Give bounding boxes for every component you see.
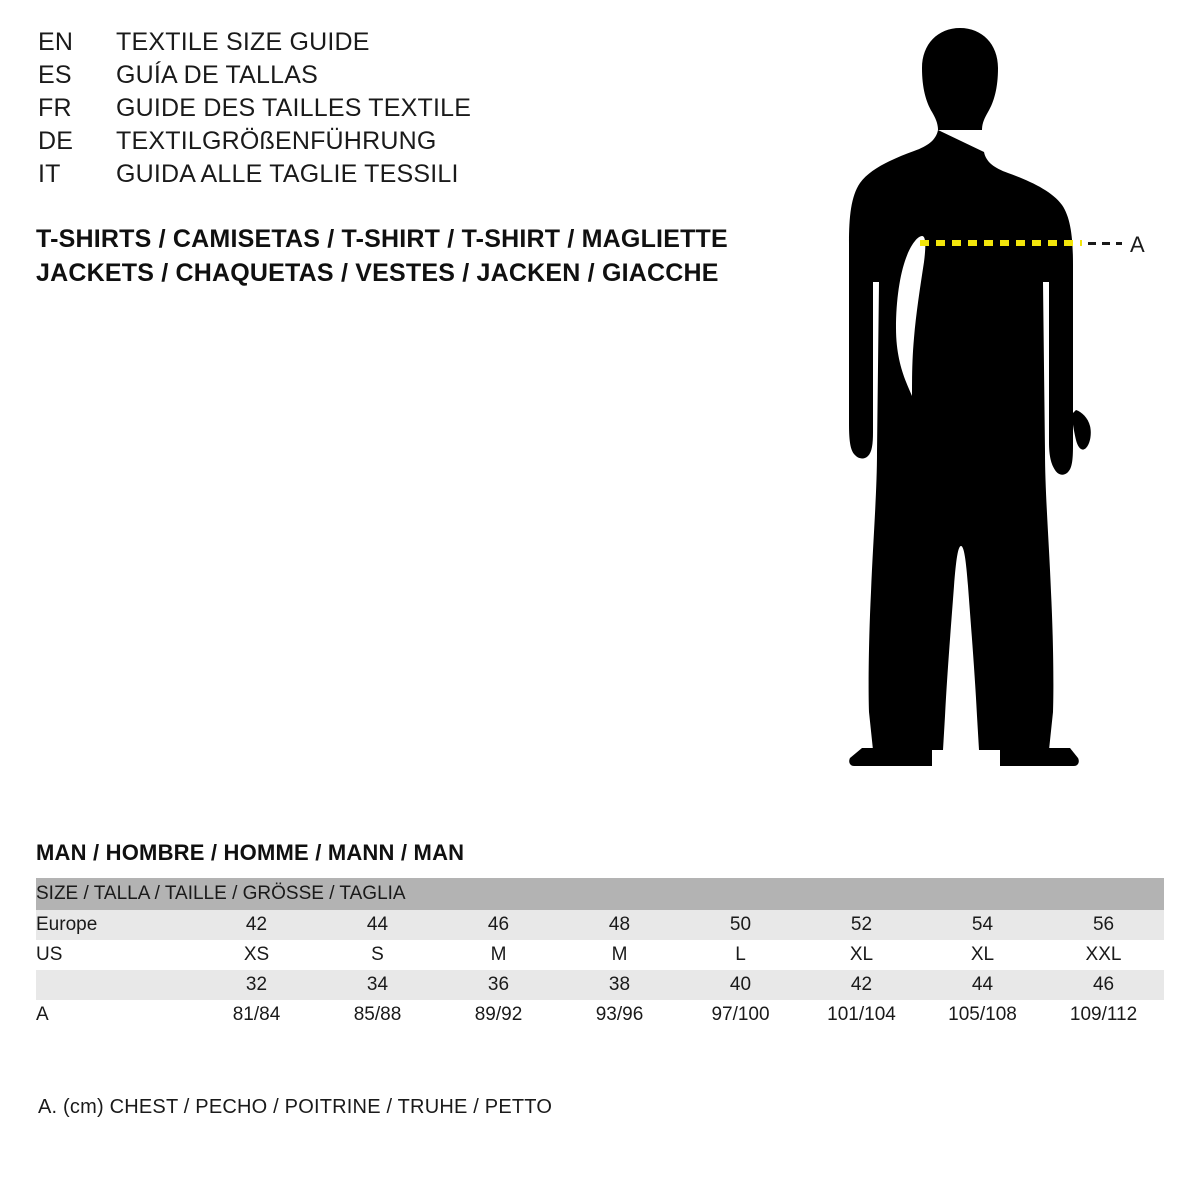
- cell-value: S: [317, 940, 438, 970]
- category-jackets: JACKETS / CHAQUETAS / VESTES / JACKEN / GIACCHE: [36, 259, 719, 287]
- row-label: [36, 970, 196, 1000]
- table-row: [36, 970, 1164, 1000]
- measure-leader-dashes: [1088, 242, 1122, 245]
- language-row: [38, 160, 738, 193]
- cell-value: 56: [1043, 910, 1164, 940]
- language-title: GUIDE DES TAILLES TEXTILE: [116, 94, 472, 122]
- cell-value: 38: [559, 970, 680, 1000]
- body-silhouette-icon: [800, 10, 1200, 800]
- cell-value: 46: [1043, 970, 1164, 1000]
- language-code: EN: [38, 28, 74, 56]
- cell-value: 34: [317, 970, 438, 1000]
- cell-value: 40: [680, 970, 801, 1000]
- cell-value: XS: [196, 940, 317, 970]
- cell-value: 93/96: [559, 1000, 680, 1030]
- cell-value: 89/92: [438, 1000, 559, 1030]
- cell-value: 54: [922, 910, 1043, 940]
- language-title: GUIDA ALLE TAGLIE TESSILI: [116, 160, 459, 188]
- table-header-row: [36, 878, 1164, 910]
- cell-value: 44: [922, 970, 1043, 1000]
- language-code: IT: [38, 160, 61, 188]
- male-figure-illustration: [800, 10, 1200, 800]
- footnote-chest: A. (cm) CHEST / PECHO / POITRINE / TRUHE / PETTO: [38, 1096, 553, 1118]
- table-row: [36, 910, 1164, 940]
- cell-value: 36: [438, 970, 559, 1000]
- cell-value: 42: [196, 910, 317, 940]
- cell-value: 32: [196, 970, 317, 1000]
- cell-value: L: [680, 940, 801, 970]
- cell-value: XL: [922, 940, 1043, 970]
- measure-label-a: A: [1130, 232, 1145, 257]
- cell-value: 81/84: [196, 1000, 317, 1030]
- cell-value: 109/112: [1043, 1000, 1164, 1030]
- language-row: [38, 61, 738, 94]
- cell-value: 50: [680, 910, 801, 940]
- cell-value: 97/100: [680, 1000, 801, 1030]
- cell-value: 101/104: [801, 1000, 922, 1030]
- cell-value: 42: [801, 970, 922, 1000]
- row-label: Europe: [36, 910, 196, 940]
- table-row: [36, 1000, 1164, 1030]
- cell-value: 44: [317, 910, 438, 940]
- language-row: [38, 28, 738, 61]
- cell-value: 46: [438, 910, 559, 940]
- table-header-label: SIZE / TALLA / TAILLE / GRÖSSE / TAGLIA: [36, 878, 1164, 910]
- table-row: [36, 940, 1164, 970]
- cell-value: 52: [801, 910, 922, 940]
- language-title: TEXTILGRÖßENFÜHRUNG: [116, 127, 437, 155]
- language-code: ES: [38, 61, 72, 89]
- table-title: MAN / HOMBRE / HOMME / MANN / MAN: [36, 840, 465, 865]
- cell-value: 105/108: [922, 1000, 1043, 1030]
- cell-value: 85/88: [317, 1000, 438, 1030]
- language-code: FR: [38, 94, 72, 122]
- cell-value: XL: [801, 940, 922, 970]
- language-code: DE: [38, 127, 74, 155]
- category-headings: [36, 222, 796, 290]
- cell-value: XXL: [1043, 940, 1164, 970]
- language-list: [38, 28, 738, 193]
- row-label: US: [36, 940, 196, 970]
- row-label: A: [36, 1000, 196, 1030]
- category-tshirts: T-SHIRTS / CAMISETAS / T-SHIRT / T-SHIRT / MAGLIETTE: [36, 225, 728, 253]
- size-table-section: [36, 840, 1164, 1030]
- size-table: [36, 878, 1164, 1030]
- language-row: [38, 127, 738, 160]
- cell-value: 48: [559, 910, 680, 940]
- language-title: TEXTILE SIZE GUIDE: [116, 28, 370, 56]
- language-row: [38, 94, 738, 127]
- cell-value: M: [559, 940, 680, 970]
- cell-value: M: [438, 940, 559, 970]
- language-title: GUÍA DE TALLAS: [116, 61, 318, 89]
